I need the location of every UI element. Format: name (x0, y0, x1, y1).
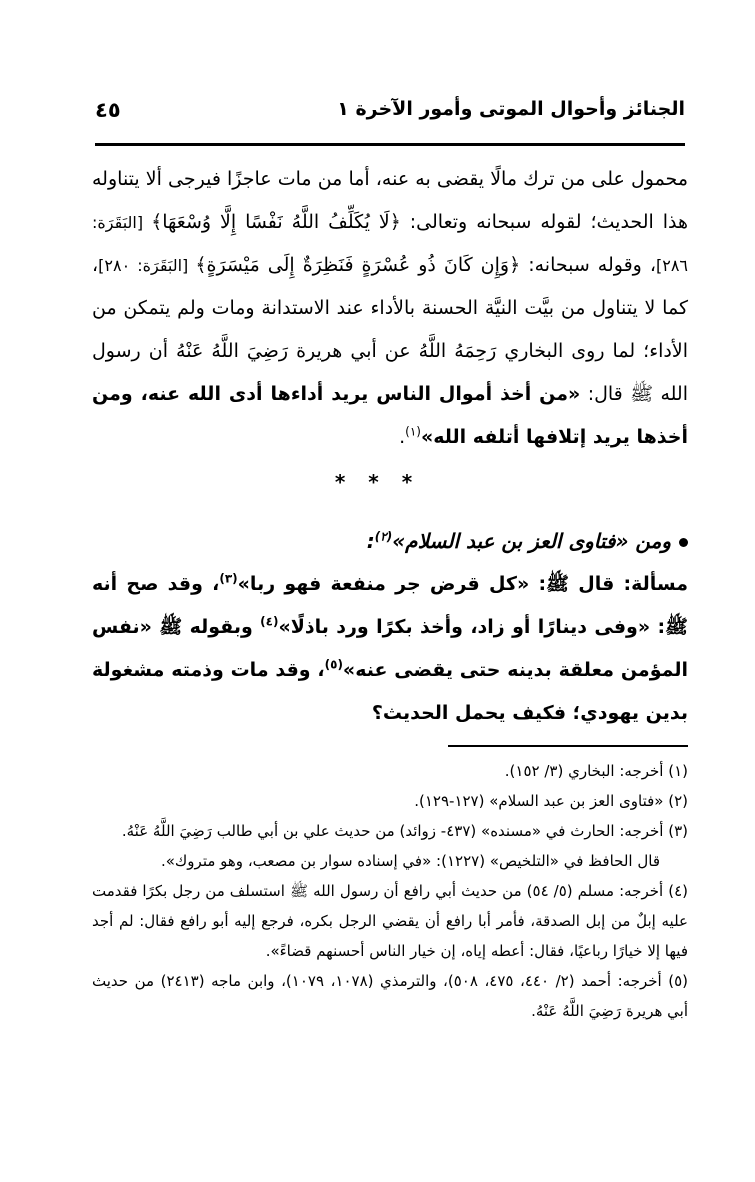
text-run: محمول على من ترك مالًا يقضى به عنه، أما من مات عاجزًا فيرجى ألا يتناوله هذا الحديث؛ لقوله سبحانه وتعالى: (92, 168, 688, 233)
footnote-rule (448, 745, 688, 747)
footnote-marker-3: (٣) (219, 571, 238, 586)
text-run: مسألة: قال ﷺ: «كل قرض جر منفعة فهو ربا» (237, 573, 689, 595)
footnote-3: (٣) أخرجه: الحارث في «مسنده» (٤٣٧- زوائد) من حديث علي بن أبي طالب رَضِيَ اللَّهُ عَنْهُ. (121, 822, 688, 840)
text-run: ، وقوله سبحانه: (520, 254, 656, 276)
verse-reference-1: [البَقَرَة: ٢٨٦] (92, 213, 689, 275)
page-number: ٤٥ (95, 98, 121, 122)
verse-reference-2: [البَقَرَة: ٢٨٠] (98, 256, 196, 275)
footnote-1: (١) أخرجه: البخاري (٣/ ١٥٢). (504, 762, 688, 780)
footnote-5: (٥) أخرجه: أحمد (٢/ ٤٤٠، ٤٧٥، ٥٠٨)، والترمذي (١٠٧٨، ١٠٧٩)، وابن ماجه (٢٤١٣) من حديث أبي هريرة رَضِيَ اللَّهُ عَنْهُ. (92, 972, 689, 1020)
footnote-marker-2: (٢) (374, 529, 393, 544)
main-text (92, 158, 688, 459)
section-separator: * * * (334, 470, 421, 494)
footnote-4: (٤) أخرجه: مسلم (٥/ ٥٤) من حديث أبي رافع أن رسول الله ﷺ استسلف من رجل بكرًا فقدمت عليه إبلٌ من إبل الصدقة، فأمر أبا رافع أن يقضي الرجل بكره، فرجع إليه أبو رافع فقال: لم أجد فيها إلا خيارًا رباعيًا، فقال: أعطه إياه، إن خيار الناس أحسنهم قضاءً». (92, 882, 688, 960)
footnote-marker-4: (٤) (260, 614, 279, 629)
text-run: وبقوله ﷺ «نفس المؤمن معلقة بدينه حتى يقضى عنه» (92, 616, 688, 681)
paragraph-1 (92, 158, 688, 459)
text-run: : (366, 529, 375, 553)
footnote-2: (٢) «فتاوى العز بن عبد السلام» (١٢٧-١٢٩). (414, 792, 688, 810)
running-title: الجنائز وأحوال الموتى وأمور الآخرة ١ (337, 98, 685, 120)
footnote-marker-1: (١) (405, 424, 421, 439)
quran-verse-2: ﴿وَإِن كَانَ ذُو عُسْرَةٍ فَنَظِرَةٌ إِلَى مَيْسَرَةٍ﴾ (195, 254, 521, 276)
hadith-quote: «من أخذ أموال الناس يريد أداءها أدى الله عنه، ومن أخذها يريد إتلافها أتلفه الله» (92, 383, 688, 448)
page-header (95, 96, 685, 136)
footnotes (92, 756, 688, 1026)
header-rule (95, 143, 685, 146)
fatawa-section (92, 520, 688, 735)
text-run: ، وقد صح أنه ﷺ: «وفى دينارًا أو زاد، وأخذ بكرًا ورد باذلًا» (92, 573, 688, 638)
quran-verse-1: ﴿لَا يُكَلِّفُ اللَّهُ نَفْسًا إِلَّا وُسْعَهَا﴾ (151, 211, 401, 233)
text-run: ، وقد مات وذمته مشغولة بدين يهودي؛ فكيف يحمل الحديث؟ (92, 659, 688, 724)
footnote-marker-5: (٥) (324, 657, 343, 672)
section-heading (92, 520, 688, 563)
footnote-3-continuation: قال الحافظ في «التلخيص» (١٢٢٧): «في إسناده سوار بن مصعب، وهو متروك». (160, 852, 660, 870)
text-run: ، كما لا يتناول من بيَّت النيَّة الحسنة بالأداء عند الاستدانة ومات ولم يتمكن من الأداء؛ لما روى البخاري رَحِمَهُ اللَّهُ عن أبي هريرة رَضِيَ اللَّهُ عَنْهُ أن رسول الله ﷺ قال: (92, 254, 688, 405)
text-run: . (399, 426, 406, 448)
section-heading-text: ومن «فتاوى العز بن عبد السلام» (392, 529, 671, 553)
masala-question (92, 563, 688, 735)
bullet-icon (679, 538, 688, 547)
